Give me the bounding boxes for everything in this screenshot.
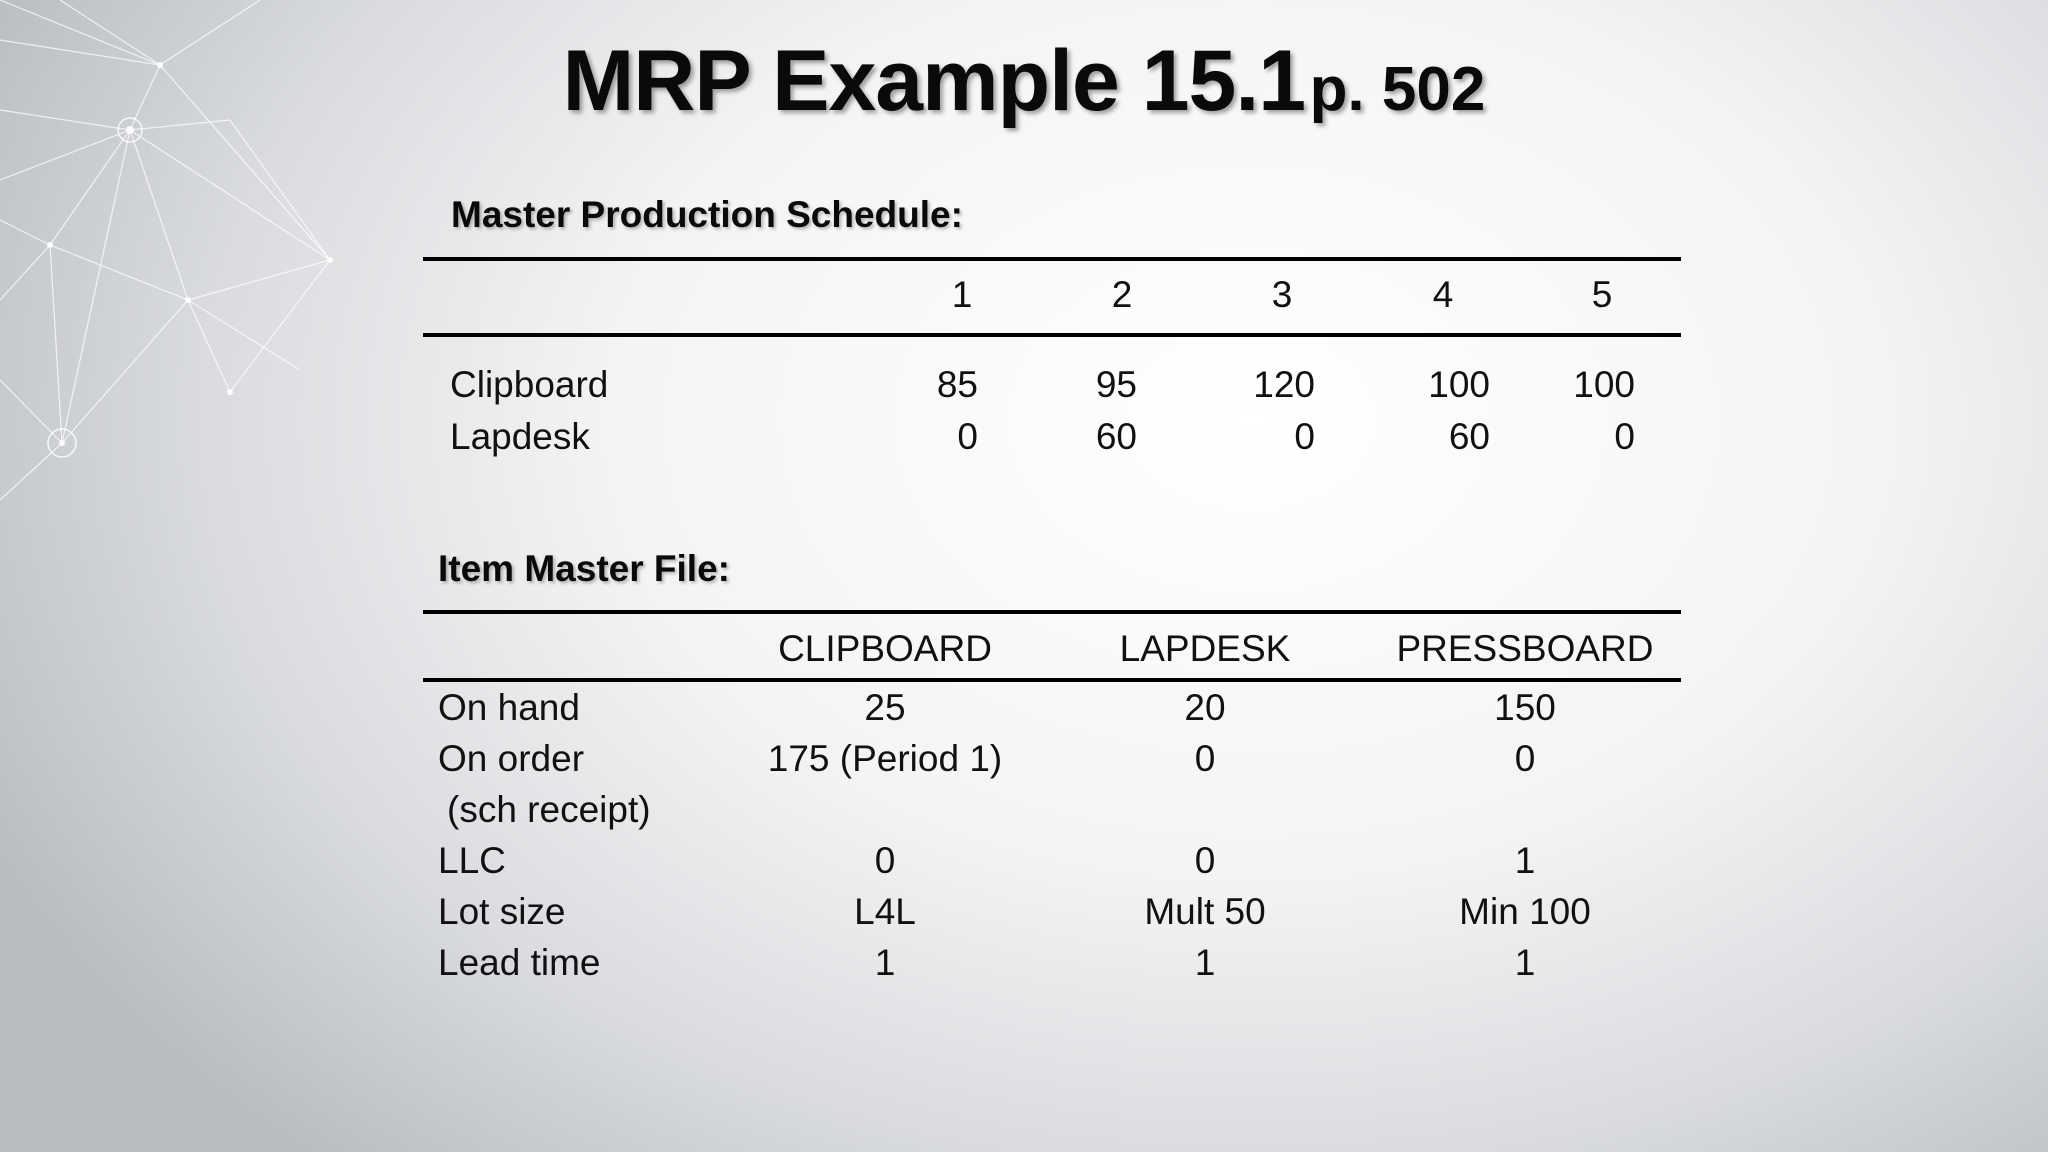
- item-master-cell: 0: [1194, 840, 1216, 881]
- mps-cell: 60: [1095, 416, 1137, 457]
- slide-title: [0, 32, 2048, 131]
- item-master-row-label: Lot size: [438, 891, 566, 932]
- mps-header-rule: [423, 333, 1681, 337]
- item-master-row-label: (sch receipt): [447, 789, 651, 830]
- mps-cell: 0: [957, 416, 978, 457]
- mps-cell: 95: [1095, 364, 1137, 405]
- mps-cell: 0: [1294, 416, 1315, 457]
- item-master-row-label: On hand: [438, 687, 580, 728]
- mps-cell: 100: [1428, 364, 1490, 405]
- mps-period-header: 2: [1111, 274, 1133, 315]
- mps-cell: 60: [1448, 416, 1490, 457]
- item-master-row-label: LLC: [438, 840, 506, 881]
- item-master-cell: 150: [1494, 687, 1556, 728]
- item-master-cell: 1: [874, 942, 896, 983]
- mps-row-label: Lapdesk: [450, 416, 590, 457]
- mps-cell: 85: [936, 364, 978, 405]
- item-master-cell: 1: [1194, 942, 1216, 983]
- item-master-cell: 0: [1194, 738, 1216, 779]
- item-master-cell: 175 (Period 1): [767, 738, 1003, 779]
- item-master-heading: Item Master File:: [438, 548, 730, 589]
- mps-cell: 0: [1614, 416, 1635, 457]
- item-master-cell: 20: [1184, 687, 1226, 728]
- item-master-column-header: LAPDESK: [1119, 628, 1291, 669]
- mps-row-label: Clipboard: [450, 364, 609, 405]
- title-main: MRP Example 15.1: [562, 33, 1306, 129]
- item-master-cell: L4L: [854, 891, 916, 932]
- item-master-row-label: On order: [438, 738, 585, 779]
- item-master-cell: Min 100: [1459, 891, 1591, 932]
- mps-period-header: 1: [951, 274, 973, 315]
- mps-period-header: 5: [1591, 274, 1613, 315]
- item-master-cell: 1: [1514, 840, 1536, 881]
- item-master-cell: 1: [1514, 942, 1536, 983]
- item-master-cell: 0: [1514, 738, 1536, 779]
- item-master-row-label: Lead time: [438, 942, 601, 983]
- item-master-header-rule: [423, 678, 1681, 682]
- item-master-cell: 0: [874, 840, 896, 881]
- mps-top-rule: [423, 257, 1681, 261]
- mps-cell: 120: [1253, 364, 1315, 405]
- item-master-column-header: CLIPBOARD: [778, 628, 992, 669]
- mps-period-header: 4: [1432, 274, 1454, 315]
- mps-cell: 100: [1573, 364, 1635, 405]
- item-master-cell: 25: [864, 687, 906, 728]
- item-master-top-rule: [423, 610, 1681, 614]
- title-page-reference: p. 502: [1309, 55, 1486, 124]
- item-master-column-header: PRESSBOARD: [1396, 628, 1654, 669]
- item-master-cell: Mult 50: [1144, 891, 1266, 932]
- mps-period-header: 3: [1271, 274, 1293, 315]
- mps-heading: Master Production Schedule:: [451, 194, 963, 235]
